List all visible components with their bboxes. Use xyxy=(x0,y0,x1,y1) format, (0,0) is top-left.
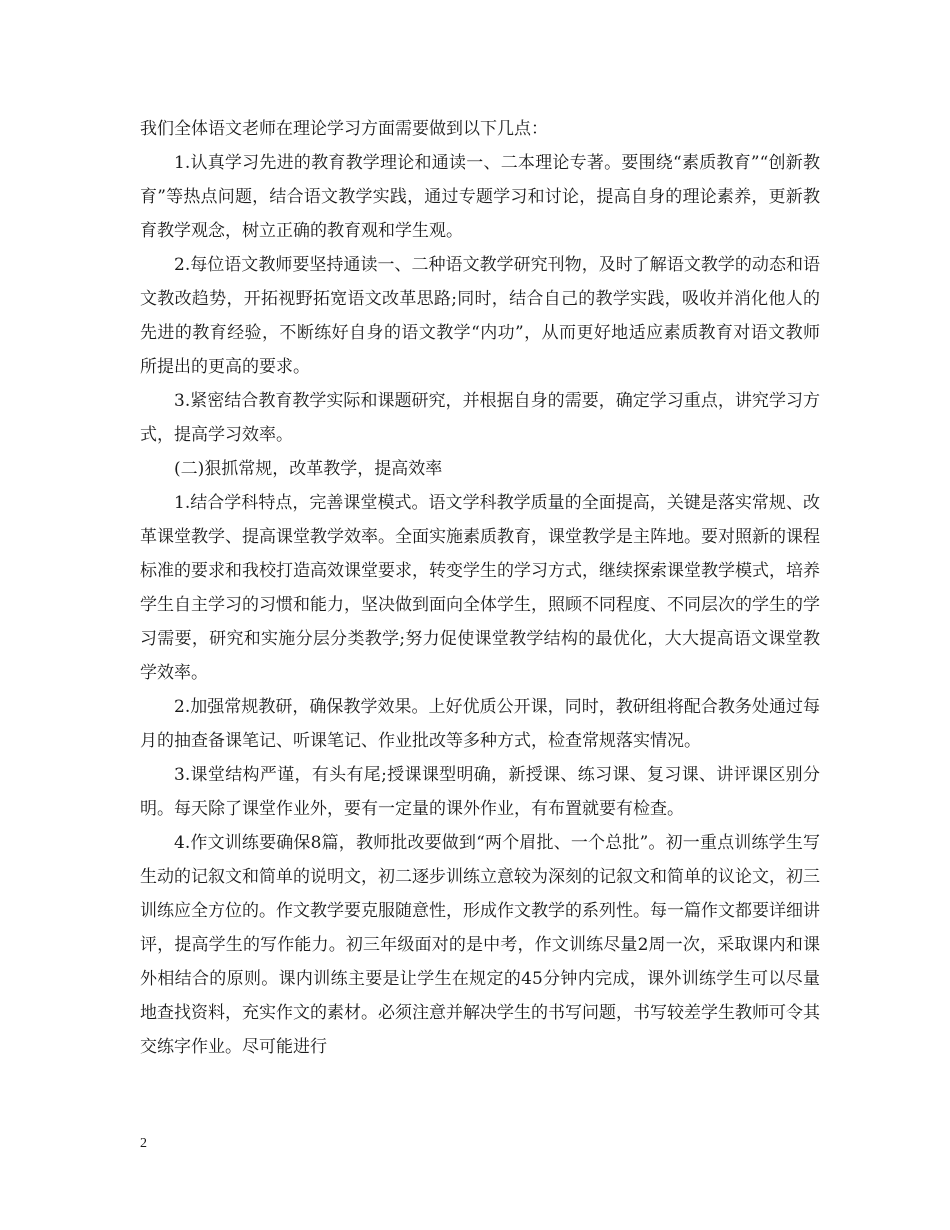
page-number: 2 xyxy=(140,1136,147,1151)
paragraph-section2-item-2: 2.加强常规教研，确保教学效果。上好优质公开课，同时，教研组将配合教务处通过每月的抽查备课笔记、听课笔记、作业批改等多种方式，检查常规落实情况。 xyxy=(140,697,820,751)
paragraph-intro: 我们全体语文老师在理论学习方面需要做到以下几点： xyxy=(140,119,548,139)
paragraph-section2-item-4: 4.作文训练要确保8篇，教师批改要做到“两个眉批、一个总批”。初一重点训练学生写生动的记叙文和简单的说明文，初二逐步训练立意较为深刻的记叙文和简单的议论文，初三训练应全方位的。作文教学要克服随意性，形成作文教学的系列性。每一篇作文都要详细讲评，提高学生的写作能力。初三年级面对的是中考，作文训练尽量2周一次，采取课内和课外相结合的原则。课内训练主要是让学生在规定的45分钟内完成，课外训练学生可以尽量地查找资料，充实作文的素材。必须注意并解决学生的书写问题，书写较差学生教师可令其交练字作业。尽可能进行 xyxy=(140,833,820,1057)
section-heading: (二)狠抓常规，改革教学，提高效率 xyxy=(174,459,443,479)
paragraph-item-2: 2.每位语文教师要坚持通读一、二种语文教学研究刊物，及时了解语文教学的动态和语文教改趋势，开拓视野拓宽语文改革思路;同时，结合自己的教学实践，吸收并消化他人的先进的教育经验，不断练好自身的语文教学“内功”，从而更好地适应素质教育对语文教师所提出的更高的要求。 xyxy=(140,255,820,377)
paragraph-section2-item-1: 1.结合学科特点，完善课堂模式。语文学科教学质量的全面提高，关键是落实常规、改革课堂教学、提高课堂教学效率。全面实施素质教育，课堂教学是主阵地。要对照新的课程标准的要求和我校打造高效课堂要求，转变学生的学习方式，继续探索课堂教学模式，培养学生自主学习的习惯和能力，坚决做到面向全体学生，照顾不同程度、不同层次的学生的学习需要，研究和实施分层分类教学;努力促使课堂教学结构的最优化，大大提高语文课堂教学效率。 xyxy=(140,493,820,683)
paragraph-item-1: 1.认真学习先进的教育教学理论和通读一、二本理论专著。要围绕“素质教育”“创新教育”等热点问题，结合语文教学实践，通过专题学习和讨论，提高自身的理论素养，更新教育教学观念，树立正确的教育观和学生观。 xyxy=(140,153,820,241)
paragraph-item-3: 3.紧密结合教育教学实际和课题研究，并根据自身的需要，确定学习重点，讲究学习方式，提高学习效率。 xyxy=(140,391,820,445)
body-text xyxy=(140,112,820,1064)
paragraph-section2-item-3: 3.课堂结构严谨，有头有尾;授课课型明确，新授课、练习课、复习课、讲评课区别分明。每天除了课堂作业外，要有一定量的课外作业，有布置就要有检查。 xyxy=(140,765,820,819)
